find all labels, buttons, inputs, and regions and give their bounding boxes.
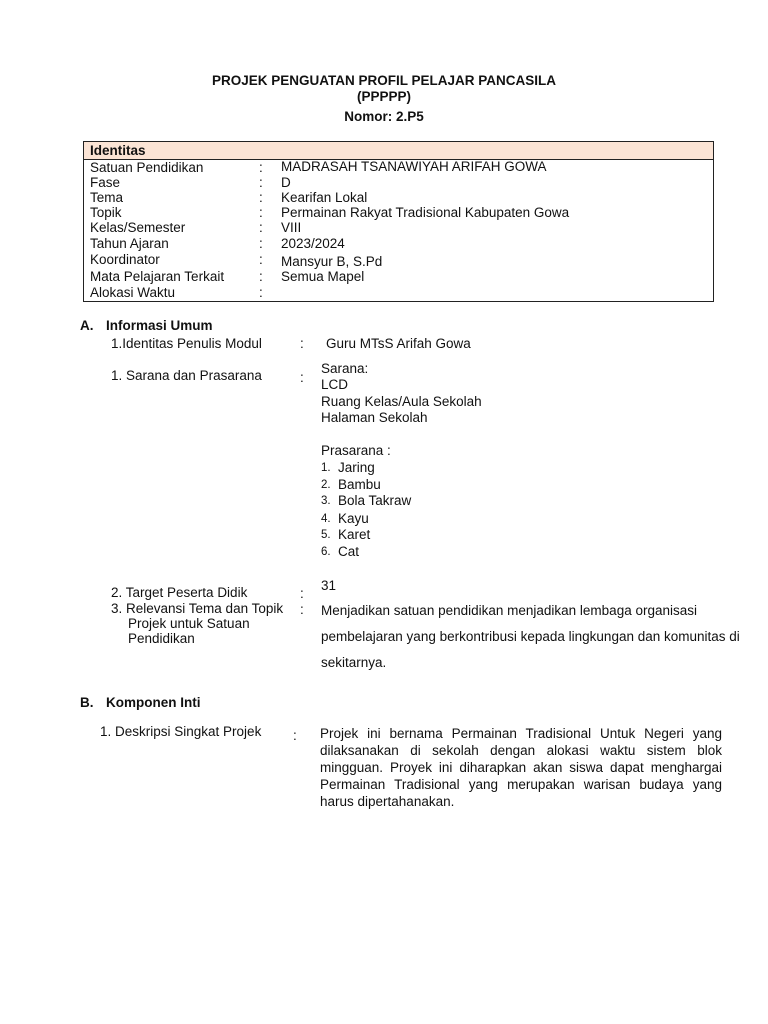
section-b-heading: Komponen Inti <box>106 695 201 710</box>
prasarana-item: Jaring <box>338 460 375 475</box>
identitas-row-separator: : <box>259 160 263 175</box>
penulis-separator: : <box>300 336 304 351</box>
deskripsi-text: Projek ini bernama Permainan Tradisional Untuk Negeri yang dilaksanakan di sekolah dengan alokasi waktu sistem blok mingguan. Proyek ini diharapkan akan siswa dapat menghargai Permainan Tradisional yang merupakan warisan budaya yang harus dipertahanakan. <box>320 726 722 809</box>
prasarana-item: Bola Takraw <box>338 493 412 508</box>
sarana-label: 1. Sarana dan Prasarana <box>111 368 262 383</box>
identitas-row-label: Koordinator <box>90 252 160 267</box>
document-number: Nomor: 2.P5 <box>344 109 424 124</box>
identitas-row-label: Tahun Ajaran <box>90 236 169 251</box>
relevansi-text: pembelajaran yang berkontribusi kepada lingkungan dan komunitas di <box>321 629 740 644</box>
identitas-heading: Identitas <box>90 143 146 158</box>
target-separator: : <box>300 586 304 601</box>
identitas-row-label: Topik <box>90 205 122 220</box>
identitas-row-value: Kearifan Lokal <box>281 190 368 205</box>
sarana-item: LCD <box>321 377 349 392</box>
prasarana-item: Kayu <box>338 511 369 526</box>
relevansi-text: Menjadikan satuan pendidikan menjadikan lembaga organisasi <box>321 603 697 618</box>
identitas-header <box>84 142 713 160</box>
relevansi-label: Projek untuk Satuan <box>128 616 250 631</box>
prasarana-number: 6. <box>321 546 331 558</box>
identitas-row-value: Semua Mapel <box>281 269 365 284</box>
identitas-row-value: MADRASAH TSANAWIYAH ARIFAH GOWA <box>281 159 547 174</box>
identitas-row-separator: : <box>259 285 263 300</box>
identitas-row-separator: : <box>259 205 263 220</box>
prasarana-item: Cat <box>338 544 360 559</box>
target-value: 31 <box>321 578 337 593</box>
document-subtitle: (PPPPP) <box>356 89 411 104</box>
identitas-row-separator: : <box>259 236 263 251</box>
prasarana-number: 2. <box>321 479 331 491</box>
relevansi-separator: : <box>300 602 304 617</box>
prasarana-item: Bambu <box>338 477 381 492</box>
identitas-row-label: Fase <box>90 175 121 190</box>
section-b-letter: B. <box>80 695 94 710</box>
identitas-row-separator: : <box>259 269 263 284</box>
document-title: PROJEK PENGUATAN PROFIL PELAJAR PANCASILA <box>211 73 557 88</box>
relevansi-label: Pendidikan <box>128 631 195 646</box>
prasarana-number: 4. <box>321 513 331 525</box>
sarana-item: Ruang Kelas/Aula Sekolah <box>321 394 482 409</box>
identitas-row-separator: : <box>259 220 263 235</box>
relevansi-text: sekitarnya. <box>321 655 387 670</box>
identitas-row-separator: : <box>259 190 263 205</box>
prasarana-number: 5. <box>321 529 331 541</box>
identitas-row-label: Mata Pelajaran Terkait <box>90 269 225 284</box>
deskripsi-label: 1. Deskripsi Singkat Projek <box>100 724 262 739</box>
identitas-row-value: 2023/2024 <box>281 236 345 251</box>
relevansi-label: 3. Relevansi Tema dan Topik <box>111 601 284 616</box>
identitas-row-value: D <box>281 175 291 190</box>
prasarana-number: 1. <box>321 462 331 474</box>
identitas-row-separator: : <box>259 175 263 190</box>
sarana-heading: Sarana: <box>321 361 369 376</box>
identitas-row-value: VIII <box>281 220 302 235</box>
prasarana-number: 3. <box>321 495 331 507</box>
deskripsi-separator: : <box>293 728 297 743</box>
penulis-label: 1.Identitas Penulis Modul <box>111 336 262 351</box>
penulis-value: Guru MTsS Arifah Gowa <box>326 336 471 351</box>
identitas-row-label: Tema <box>90 190 124 205</box>
identitas-row-label: Satuan Pendidikan <box>90 160 204 175</box>
identitas-row-label: Kelas/Semester <box>90 220 186 235</box>
target-label: 2. Target Peserta Didik <box>111 585 248 600</box>
identitas-row-value: Mansyur B, S.Pd <box>281 254 383 269</box>
section-a-letter: A. <box>80 318 94 333</box>
sarana-separator: : <box>300 370 304 385</box>
identitas-row-label: Alokasi Waktu <box>90 285 176 300</box>
section-a-heading: Informasi Umum <box>106 318 213 333</box>
identitas-row-value: Permainan Rakyat Tradisional Kabupaten Gowa <box>281 205 570 220</box>
sarana-item: Halaman Sekolah <box>321 410 428 425</box>
identitas-row-separator: : <box>259 252 263 267</box>
prasarana-heading: Prasarana : <box>321 443 391 458</box>
prasarana-item: Karet <box>338 527 371 542</box>
